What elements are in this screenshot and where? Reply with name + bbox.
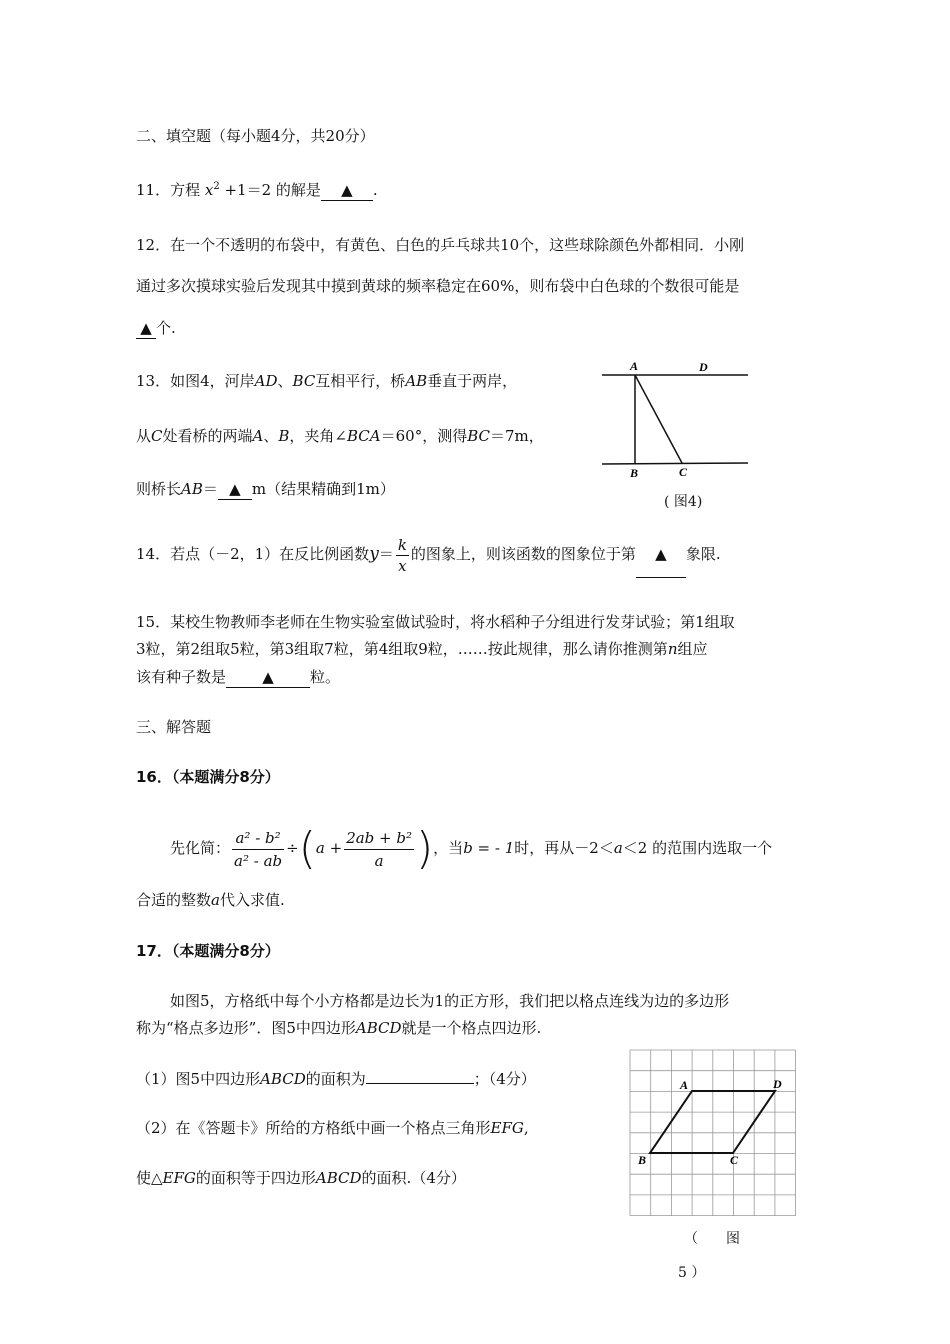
label-c: C [679, 465, 688, 479]
answer-blank: ▲ [321, 180, 373, 201]
question-13-line-2: 从C处看桥的两端A、B，夹角∠BCA＝60°，测得BC＝7m， [136, 427, 544, 445]
figure-5-grid [620, 1040, 810, 1222]
figure-5-caption-1: （ 图 [684, 1231, 740, 1247]
answer-blank: ▲ [136, 318, 156, 339]
question-12-line-2: 通过多次摸球实验后发现其中摸到黄球的频率稳定在60%，则布袋中白色球的个数很可能是 [136, 277, 740, 295]
question-15-line-2: 3粒，第2组取5粒，第3组取7粒，第4组取9粒，……按此规律，那么请你推测第n组应 [136, 640, 708, 658]
question-15-line-1: 15．某校生物教师李老师在生物实验室做试验时，将水稻种子分组进行发芽试验；第1组取 [136, 613, 735, 631]
label-d: D [773, 1077, 782, 1091]
figure-4-caption: ( 图4) [664, 494, 703, 510]
label-d: D [699, 360, 708, 374]
question-13-line-3: 则桥长AB＝ ▲ m（结果精确到1m） [136, 480, 395, 498]
sightline-ac [635, 375, 682, 463]
fraction-1: $\frac{\text{a² - b²}}{\text{a² - ab}}$ [234, 828, 283, 870]
question-15-line-3: 该有种子数是 ▲ 粒。 [136, 668, 341, 686]
fraction-2: $\frac{\text{2ab + b²}}{a}$ [346, 828, 412, 870]
answer-blank: ▲ [226, 667, 310, 688]
question-14: 14．若点（－2，1）在反比例函数y＝ $\frac{k}{x}$ 的图象上，则该函数的图象位于第 ▲ 象限. [136, 531, 721, 578]
question-11: 11．方程 $x^2 +1=2$ 的解是 ▲ . [136, 181, 378, 199]
grid-lines [630, 1050, 796, 1216]
question-17-para-1: 如图5，方格纸中每个小方格都是边长为1的正方形，我们把以格点连线为边的多边形 [170, 992, 730, 1010]
answer-blank [366, 1083, 474, 1084]
label-c: C [730, 1153, 739, 1167]
question-16-title: 16．（本题满分8分） [136, 768, 280, 786]
question-12-line-1: 12．在一个不透明的布袋中，有黄色、白色的乒乓球共10个，这些球除颜色外都相同．小刚 [136, 236, 745, 254]
section-3-heading: 三、解答题 [136, 718, 212, 736]
figure-5-caption-2: 5 ） [678, 1265, 706, 1281]
question-16-expression: 先化简： $\frac{\text{a² - b²}}{\text{a² - ab}}$ ÷(a + $\frac{\text{2ab + b²}}{a}$ )，当b = - 1时，再从－2＜a＜2 的范围内选取一个 [170, 823, 773, 874]
label-a: A [680, 1078, 689, 1092]
riverbank-bc [602, 463, 748, 464]
figure-4-river-bridge [596, 356, 756, 486]
question-16-line-2: 合适的整数a代入求值. [136, 891, 285, 909]
answer-blank: ▲ [218, 479, 252, 500]
question-17-part-2: （2）在《答题卡》所给的方格纸中画一个格点三角形EFG, [136, 1119, 529, 1137]
label-b: B [630, 466, 639, 480]
question-17-para-2: 称为“格点多边形”．图5中四边形ABCD就是一个格点四边形. [136, 1019, 542, 1037]
section-2-heading: 二、填空题（每小题4分，共20分） [136, 127, 375, 145]
answer-blank: ▲ [636, 531, 686, 578]
question-17-part-1: （1）图5中四边形ABCD的面积为 ；（4分） [136, 1070, 536, 1088]
question-12-line-3: ▲ 个. [136, 318, 176, 339]
label-a: A [630, 359, 639, 373]
question-13-line-1: 13．如图4，河岸AD、BC互相平行，桥AB垂直于两岸， [136, 372, 518, 390]
fraction-k-over-x: $\frac{k}{x}$ [397, 535, 407, 575]
question-17-part-2-cont: 使△EFG的面积等于四边形ABCD的面积.（4分） [136, 1169, 466, 1187]
question-17-title: 17．（本题满分8分） [136, 942, 280, 960]
label-b: B [638, 1153, 647, 1167]
